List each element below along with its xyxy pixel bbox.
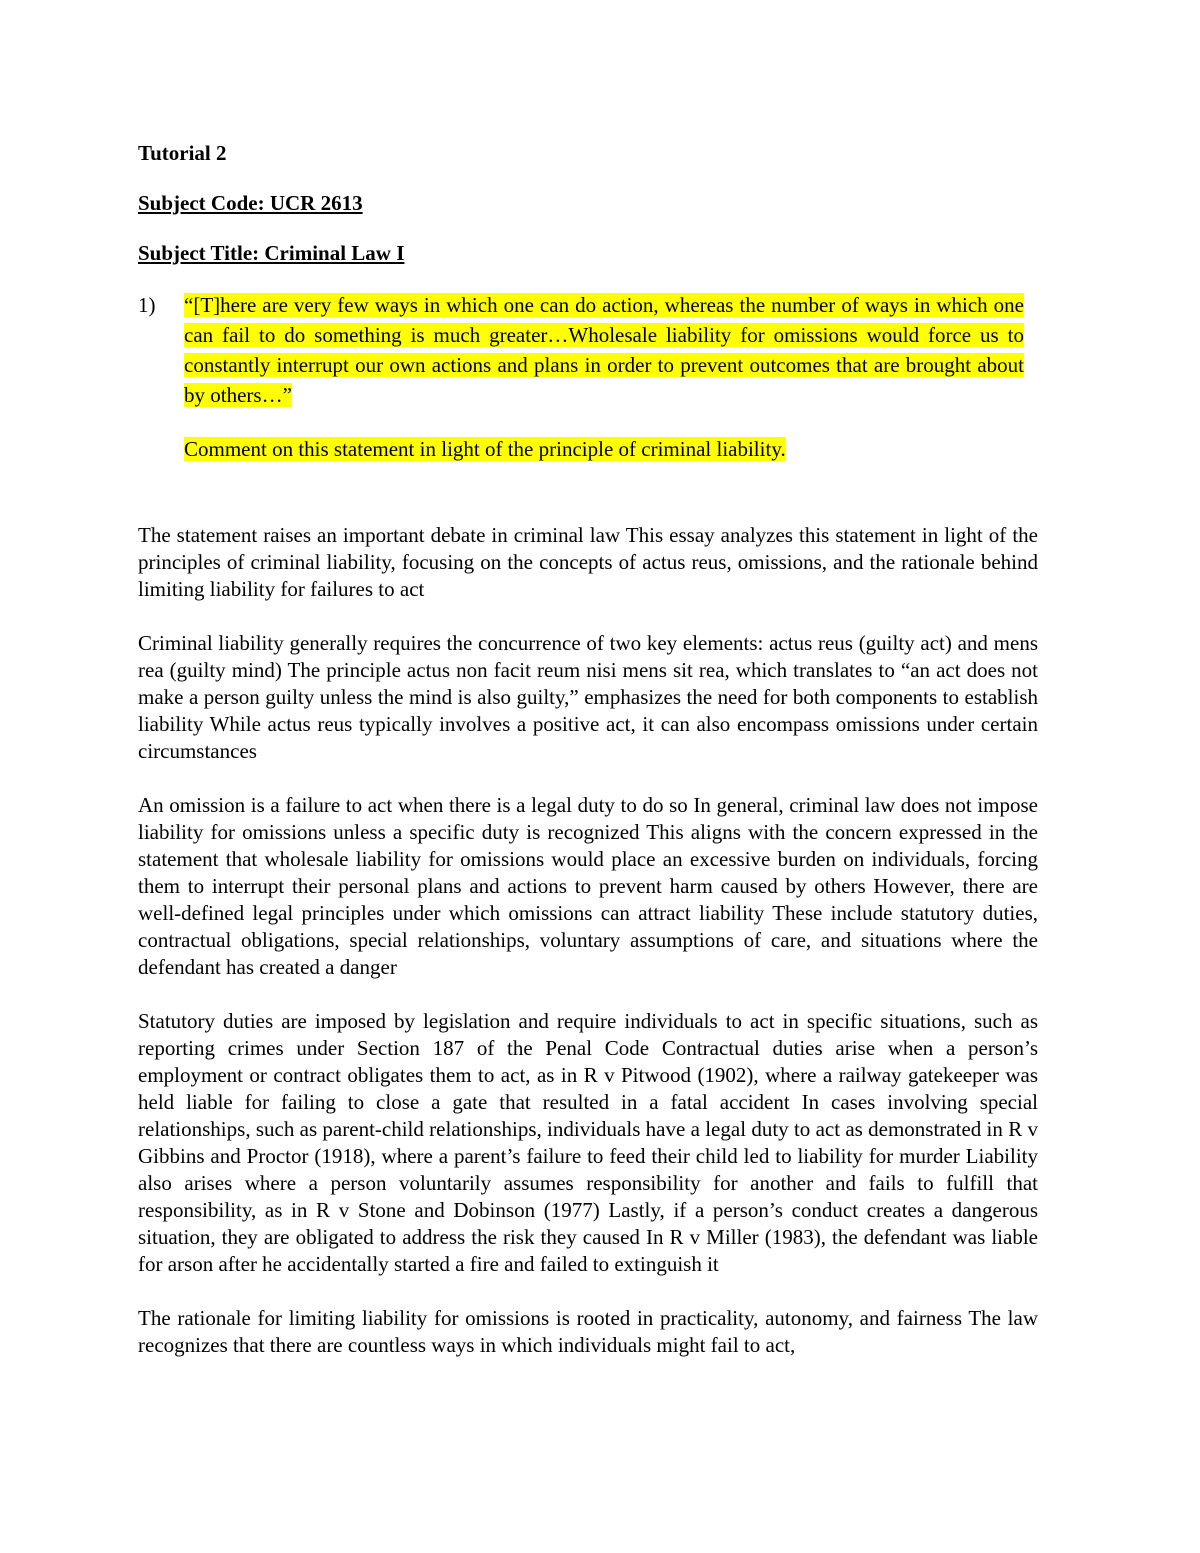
question-quote: “[T]here are very few ways in which one can do action, whereas the number of ways in which one can fail to do something is much greater…Wholesale liability for omissions would force us to constantly interrupt our own actions and plans in order to prevent outcomes that are brought about by others…” [184, 293, 1024, 407]
question-block [138, 290, 1038, 464]
essay-paragraph: An omission is a failure to act when there is a legal duty to do so In general, criminal law does not impose liability for omissions unless a specific duty is recognized This aligns with the concern expressed in the statement that wholesale liability for omissions would place an excessive burden on individuals, forcing them to interrupt their personal plans and actions to prevent harm caused by others However, there are well-defined legal principles under which omissions can attract liability These include statutory duties, contractual obligations, special relationships, voluntary assumptions of care, and situations where the defendant has created a danger [138, 793, 1038, 979]
question-quote-block [184, 290, 1024, 410]
document-page [138, 140, 1038, 1386]
question-instruction: Comment on this statement in light of the principle of criminal liability. [184, 437, 786, 461]
essay-paragraph: The statement raises an important debate in criminal law This essay analyzes this statement in light of the principles of criminal liability, focusing on the concepts of actus reus, omissions, and the rationale behind limiting liability for failures to act [138, 523, 1038, 601]
essay-paragraph: The rationale for limiting liability for omissions is rooted in practicality, autonomy, and fairness The law recognizes that there are countless ways in which individuals might fail to act, [138, 1306, 1038, 1357]
question-body [184, 290, 1024, 464]
question-number: 1) [138, 293, 156, 317]
essay-paragraph: Criminal liability generally requires the concurrence of two key elements: actus reus (guilty act) and mens rea (guilty mind) The principle actus non facit reum nisi mens sit rea, which translates to “an act does not make a person guilty unless the mind is also guilty,” emphasizes the need for both components to establish liability While actus reus typically involves a positive act, it can also encompass omissions under certain circumstances [138, 631, 1038, 763]
question-instruction-block [184, 434, 1024, 464]
essay-body [138, 522, 1038, 1359]
subject-code: Subject Code: UCR 2613 [138, 191, 363, 215]
essay-paragraph: Statutory duties are imposed by legislation and require individuals to act in specific situations, such as reporting crimes under Section 187 of the Penal Code Contractual duties arise when a person’s employment or contract obligates them to act, as in R v Pitwood (1902), where a railway gatekeeper was held liable for failing to close a gate that resulted in a fatal accident In cases involving special relationships, such as parent-child relationships, individuals have a legal duty to act as demonstrated in R v Gibbins and Proctor (1918), where a parent’s failure to feed their child led to liability for murder Liability also arises where a person voluntarily assumes responsibility for another and fails to fulfill that responsibility, as in R v Stone and Dobinson (1977) Lastly, if a person’s conduct creates a dangerous situation, they are obligated to address the risk they caused In R v Miller (1983), the defendant was liable for arson after he accidentally started a fire and failed to extinguish it [138, 1009, 1038, 1276]
document-title: Tutorial 2 [138, 141, 227, 165]
subject-title: Subject Title: Criminal Law I [138, 241, 405, 265]
